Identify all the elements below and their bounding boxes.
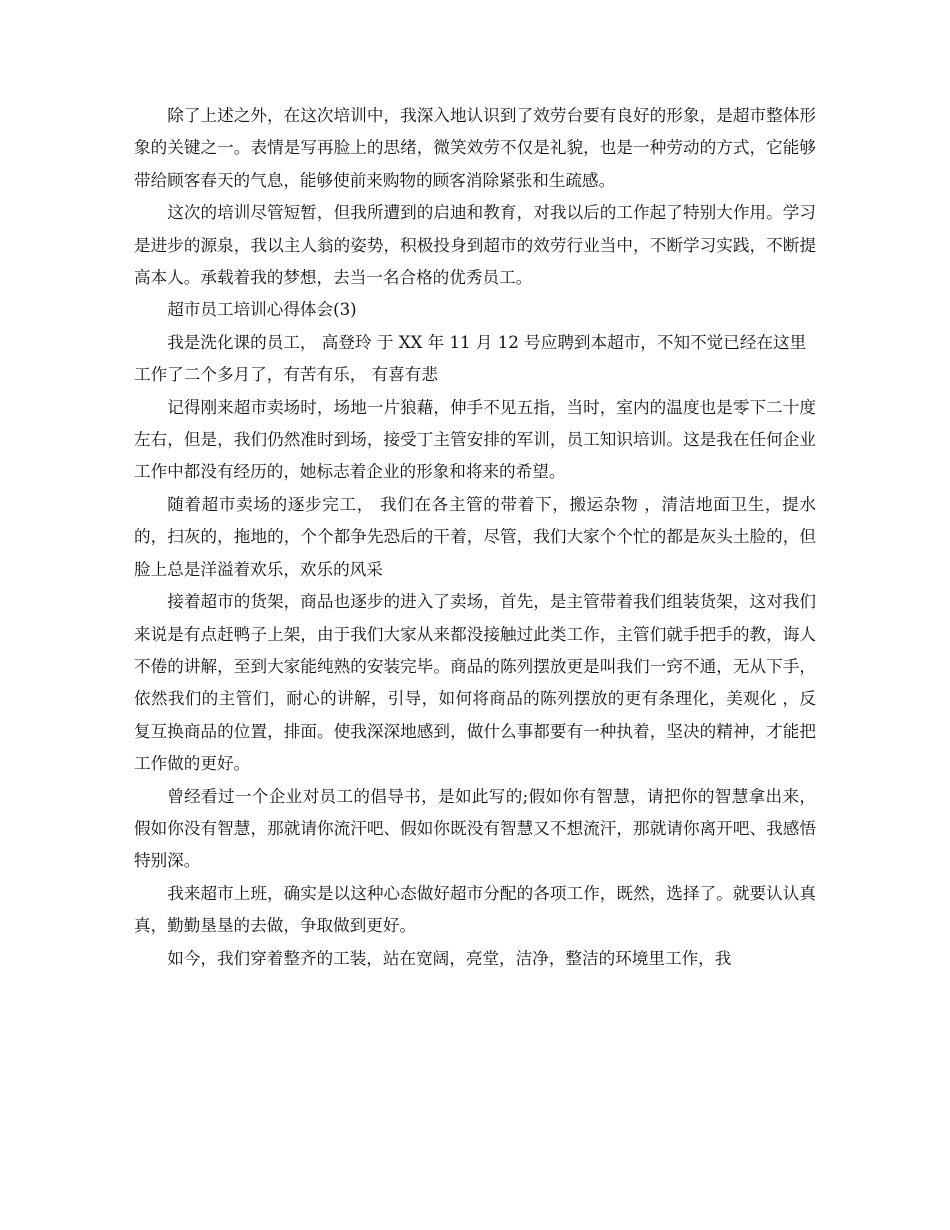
paragraph-service-image: 除了上述之外，在这次培训中，我深入地认识到了效劳台要有良好的形象，是超市整体形象的关键之一。表情是写再脸上的思绪，微笑效劳不仅是礼貌，也是一种劳动的方式，它能够带给顾客春天的气息，能够使前来购物的顾客消除紧张和生疏感。 bbox=[134, 106, 816, 190]
paragraph-proposal: 曾经看过一个企业对员工的倡导书，是如此写的;假如你有智慧，请把你的智慧拿出来，假如你没有智慧，那就请你流汗吧、假如你既没有智慧又不想流汗，那就请你离开吧、我感悟特别深。 bbox=[134, 786, 816, 871]
paragraph-introduction: 我是洗化课的员工， 高登玲 于 XX 年 11 月 12 号应聘到本超市，不知不觉已经在这里工作了二个多月了，有苦有乐， 有喜有悲 bbox=[134, 332, 807, 385]
paragraph-first-arrival: 记得刚来超市卖场时，场地一片狼藉，伸手不见五指，当时，室内的温度也是零下二十度左右，但是，我们仍然准时到场，接受丁主管安排的军训，员工知识培训。这是我在任何企业工作中都没有经历的，她标志着企业的形象和将来的希望。 bbox=[134, 397, 816, 482]
document-body bbox=[134, 100, 816, 975]
paragraph-attitude: 我来超市上班，确实是以这种心态做好超市分配的各项工作，既然，选择了。就要认认真真，勤勤垦垦的去做，争取做到更好。 bbox=[134, 883, 816, 936]
paragraph-shelving: 接着超市的货架，商品也逐步的进入了卖场，首先，是主管带着我们组装货架，这对我们来说是有点赶鸭子上架，由于我们大家从来都没接触过此类工作，主管们就手把手的教，诲人不倦的讲解，至到大家能纯熟的安装完毕。商品的陈列摆放更是叫我们一窍不通，无从下手，依然我们的主管们，耐心的讲解，引导，如何将商品的陈列摆放的更有条理化，美观化 ，反复互换商品的位置，排面。使我深深地感到，做什么事都要有一种执着，坚决的精神，才能把工作做的更好。 bbox=[134, 592, 816, 774]
paragraph-cleanup: 随着超市卖场的逐步完工， 我们在各主管的带着下，搬运杂物 ，清洁地面卫生，提水的，扫灰的，拖地的，个个都争先恐后的干着，尽管，我们大家个个忙的都是灰头土脸的，但脸上总是洋溢着欢乐，欢乐的风采 bbox=[134, 494, 816, 579]
paragraph-current-work: 如今，我们穿着整齐的工装，站在宽阔，亮堂，洁净，整洁的环境里工作，我 bbox=[167, 948, 732, 968]
paragraph-training-inspiration: 这次的培训尽管短暂，但我所遭到的启迪和教育，对我以后的工作起了特别大作用。学习是进步的源泉，我以主人翁的姿势，积极投身到超市的效劳行业当中，不断学习实践，不断提高本人。承载着我的梦想，去当一名合格的优秀员工。 bbox=[134, 203, 816, 288]
section-heading: 超市员工培训心得体会(3) bbox=[167, 300, 357, 320]
